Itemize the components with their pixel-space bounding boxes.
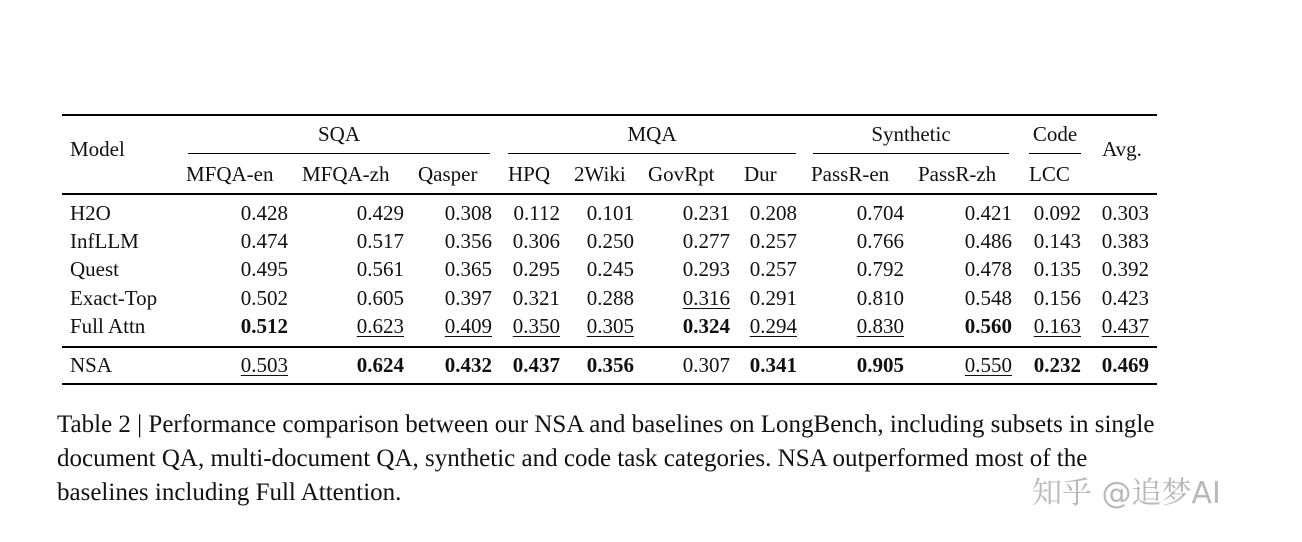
nsa-separator-rule [62, 346, 1157, 348]
table-cell: 0.397 [444, 286, 492, 310]
table-cell: 0.356 [444, 229, 492, 253]
table-cell: 0.421 [964, 201, 1012, 225]
table-cell: 0.135 [1033, 257, 1081, 281]
table-cell: 0.704 [856, 201, 904, 225]
bottom-rule [62, 383, 1157, 385]
table-cell: 0.163 [1033, 314, 1081, 338]
table-cell: 0.277 [682, 229, 730, 253]
table-cell: 0.478 [964, 257, 1012, 281]
table-cell: 0.308 [444, 201, 492, 225]
table-cell: 0.624 [356, 353, 404, 377]
column-header: GovRpt [648, 162, 715, 186]
table-cell: 0.245 [586, 257, 634, 281]
table-cell: 0.409 [444, 314, 492, 338]
group-header-mqa: MQA [627, 122, 677, 146]
table-cell: 0.792 [856, 257, 904, 281]
table-caption: Table 2 | Performance comparison between our NSA and baselines on LongBench, including subsets in single document QA, multi-document QA, synthetic and code task categories. NSA outperformed most of the baselines including Full Attention. [57, 411, 1155, 506]
column-header: Qasper [418, 162, 478, 186]
table-cell: 0.512 [240, 314, 288, 338]
table-cell: 0.429 [356, 201, 404, 225]
column-header: LCC [1029, 162, 1070, 186]
mqa-group-rule [508, 153, 796, 154]
table-cell: 0.101 [586, 201, 634, 225]
table-cell: 0.437 [1101, 314, 1149, 338]
model-name: Full Attn [70, 314, 146, 338]
table-cell: 0.517 [356, 229, 404, 253]
table-cell: 0.306 [512, 229, 560, 253]
table-cell: 0.288 [586, 286, 634, 310]
column-header: MFQA-zh [302, 162, 390, 186]
table-cell: 0.392 [1101, 257, 1149, 281]
table-cell: 0.502 [240, 286, 288, 310]
table-cell: 0.231 [682, 201, 730, 225]
code-group-rule [1029, 153, 1081, 154]
table-cell: 0.324 [682, 314, 730, 338]
model-name: Exact-Top [70, 286, 158, 310]
model-name: Quest [70, 257, 119, 281]
sqa-group-rule [188, 153, 490, 154]
table-cell: 0.495 [240, 257, 288, 281]
table-cell: 0.548 [964, 286, 1012, 310]
column-header: HPQ [508, 162, 551, 186]
watermark: 知乎 @追梦AI [1032, 476, 1221, 511]
column-header: PassR-en [811, 162, 890, 186]
model-name: NSA [70, 353, 113, 377]
table-cell: 0.561 [356, 257, 404, 281]
column-header: 2Wiki [574, 162, 626, 186]
table-cell: 0.250 [586, 229, 634, 253]
group-header-sqa: SQA [317, 122, 360, 146]
table-cell: 0.232 [1033, 353, 1081, 377]
group-header-synthetic: Synthetic [871, 122, 951, 146]
table-cell: 0.550 [964, 353, 1012, 377]
column-header: Dur [744, 162, 777, 186]
table-cell: 0.605 [356, 286, 404, 310]
table-cell: 0.486 [964, 229, 1012, 253]
table-cell: 0.341 [749, 353, 797, 377]
table-cell: 0.143 [1033, 229, 1081, 253]
table-cell: 0.766 [856, 229, 904, 253]
table-cell: 0.208 [749, 201, 797, 225]
table-cell: 0.503 [240, 353, 288, 377]
table-cell: 0.623 [356, 314, 404, 338]
header-rule [62, 193, 1157, 195]
table-cell: 0.307 [682, 353, 730, 377]
table-cell: 0.257 [749, 257, 797, 281]
table-cell: 0.257 [749, 229, 797, 253]
model-header: Model [70, 137, 125, 161]
table-cell: 0.365 [444, 257, 492, 281]
table-cell: 0.303 [1101, 201, 1149, 225]
table-cell: 0.356 [586, 353, 634, 377]
avg-header: Avg. [1102, 137, 1142, 161]
table-cell: 0.350 [512, 314, 560, 338]
table-cell: 0.316 [682, 286, 730, 310]
table-cell: 0.810 [856, 286, 904, 310]
column-header: PassR-zh [918, 162, 997, 186]
table-cell: 0.092 [1033, 201, 1081, 225]
table-cell: 0.321 [512, 286, 560, 310]
table-cell: 0.428 [240, 201, 288, 225]
table-cell: 0.905 [856, 353, 904, 377]
table-cell: 0.437 [512, 353, 560, 377]
table-cell: 0.294 [749, 314, 797, 338]
top-rule [62, 114, 1157, 116]
table-cell: 0.156 [1033, 286, 1081, 310]
model-name: H2O [70, 201, 111, 225]
column-header: MFQA-en [186, 162, 274, 186]
table-cell: 0.112 [513, 201, 560, 225]
table-cell: 0.305 [586, 314, 634, 338]
table-cell: 0.474 [240, 229, 288, 253]
model-name: InfLLM [70, 229, 139, 253]
table-cell: 0.830 [856, 314, 904, 338]
table-cell: 0.291 [749, 286, 797, 310]
table-cell: 0.383 [1101, 229, 1149, 253]
table-cell: 0.432 [444, 353, 492, 377]
table-cell: 0.423 [1101, 286, 1149, 310]
table-cell: 0.295 [512, 257, 560, 281]
table-cell: 0.560 [964, 314, 1012, 338]
table-cell: 0.469 [1101, 353, 1149, 377]
synthetic-group-rule [813, 153, 1009, 154]
table-cell: 0.293 [682, 257, 730, 281]
group-header-code: Code [1032, 122, 1078, 146]
